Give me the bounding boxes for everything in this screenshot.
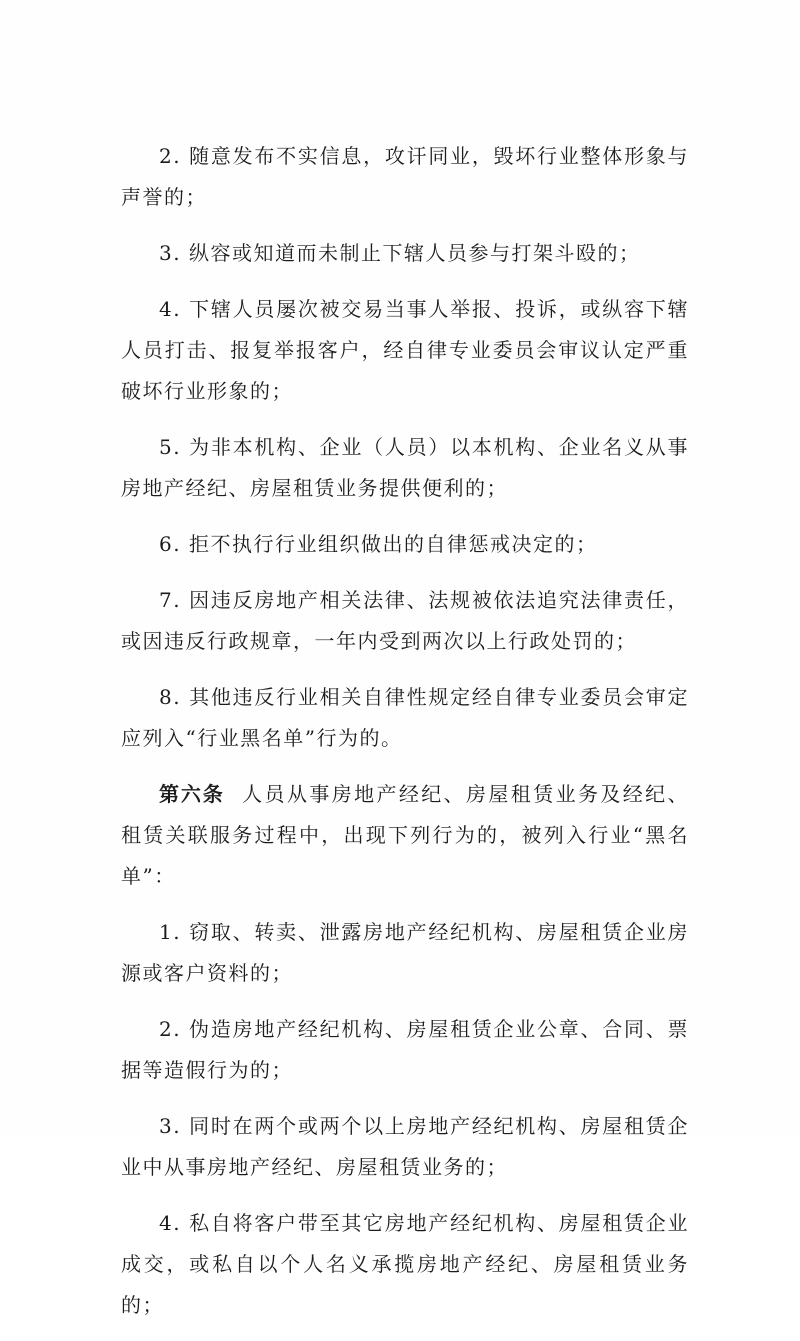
article-6-paragraph <box>121 774 689 897</box>
document-body <box>121 136 689 1341</box>
list-item-6: 6. 拒不执行行业组织做出的自律惩戒决定的； <box>159 532 598 556</box>
article-6-item-1: 1. 窃取、转卖、泄露房地产经纪机构、房屋租赁企业房源或客户资料的； <box>121 920 689 985</box>
article-6-item-2: 2. 伪造房地产经纪机构、房屋租赁企业公章、合同、票据等造假行为的； <box>121 1017 689 1082</box>
list-item-3: 3. 纵容或知道而未制止下辖人员参与打架斗殴的； <box>159 241 641 265</box>
list-item-4: 4. 下辖人员屡次被交易当事人举报、投诉，或纵容下辖人员打击、报复举报客户，经自律专业委员会审议认定严重破坏行业形象的； <box>121 297 689 403</box>
article-6-item-4: 4. 私自将客户带至其它房地产经纪机构、房屋租赁企业成交，或私自以个人名义承揽房地产经纪、房屋租赁业务的； <box>121 1211 689 1317</box>
list-item-8: 8. 其他违反行业相关自律性规定经自律专业委员会审定应列入“行业黑名单”行为的。 <box>121 685 689 750</box>
list-item-2: 2. 随意发布不实信息，攻讦同业，毁坏行业整体形象与声誉的； <box>121 144 689 209</box>
list-item-7: 7. 因违反房地产相关法律、法规被依法追究法律责任，或因违反行政规章，一年内受到两次以上行政处罚的； <box>121 588 689 653</box>
list-item-5: 5. 为非本机构、企业（人员）以本机构、企业名义从事房地产经纪、房屋租赁业务提供便利的； <box>121 435 689 500</box>
article-6-label: 第六条 <box>159 782 225 806</box>
article-6-text: 人员从事房地产经纪、房屋租赁业务及经纪、租赁关联服务过程中，出现下列行为的，被列入行业“黑名单”： <box>121 782 690 888</box>
article-6-item-3: 3. 同时在两个或两个以上房地产经纪机构、房屋租赁企业中从事房地产经纪、房屋租赁业务的； <box>121 1114 689 1179</box>
